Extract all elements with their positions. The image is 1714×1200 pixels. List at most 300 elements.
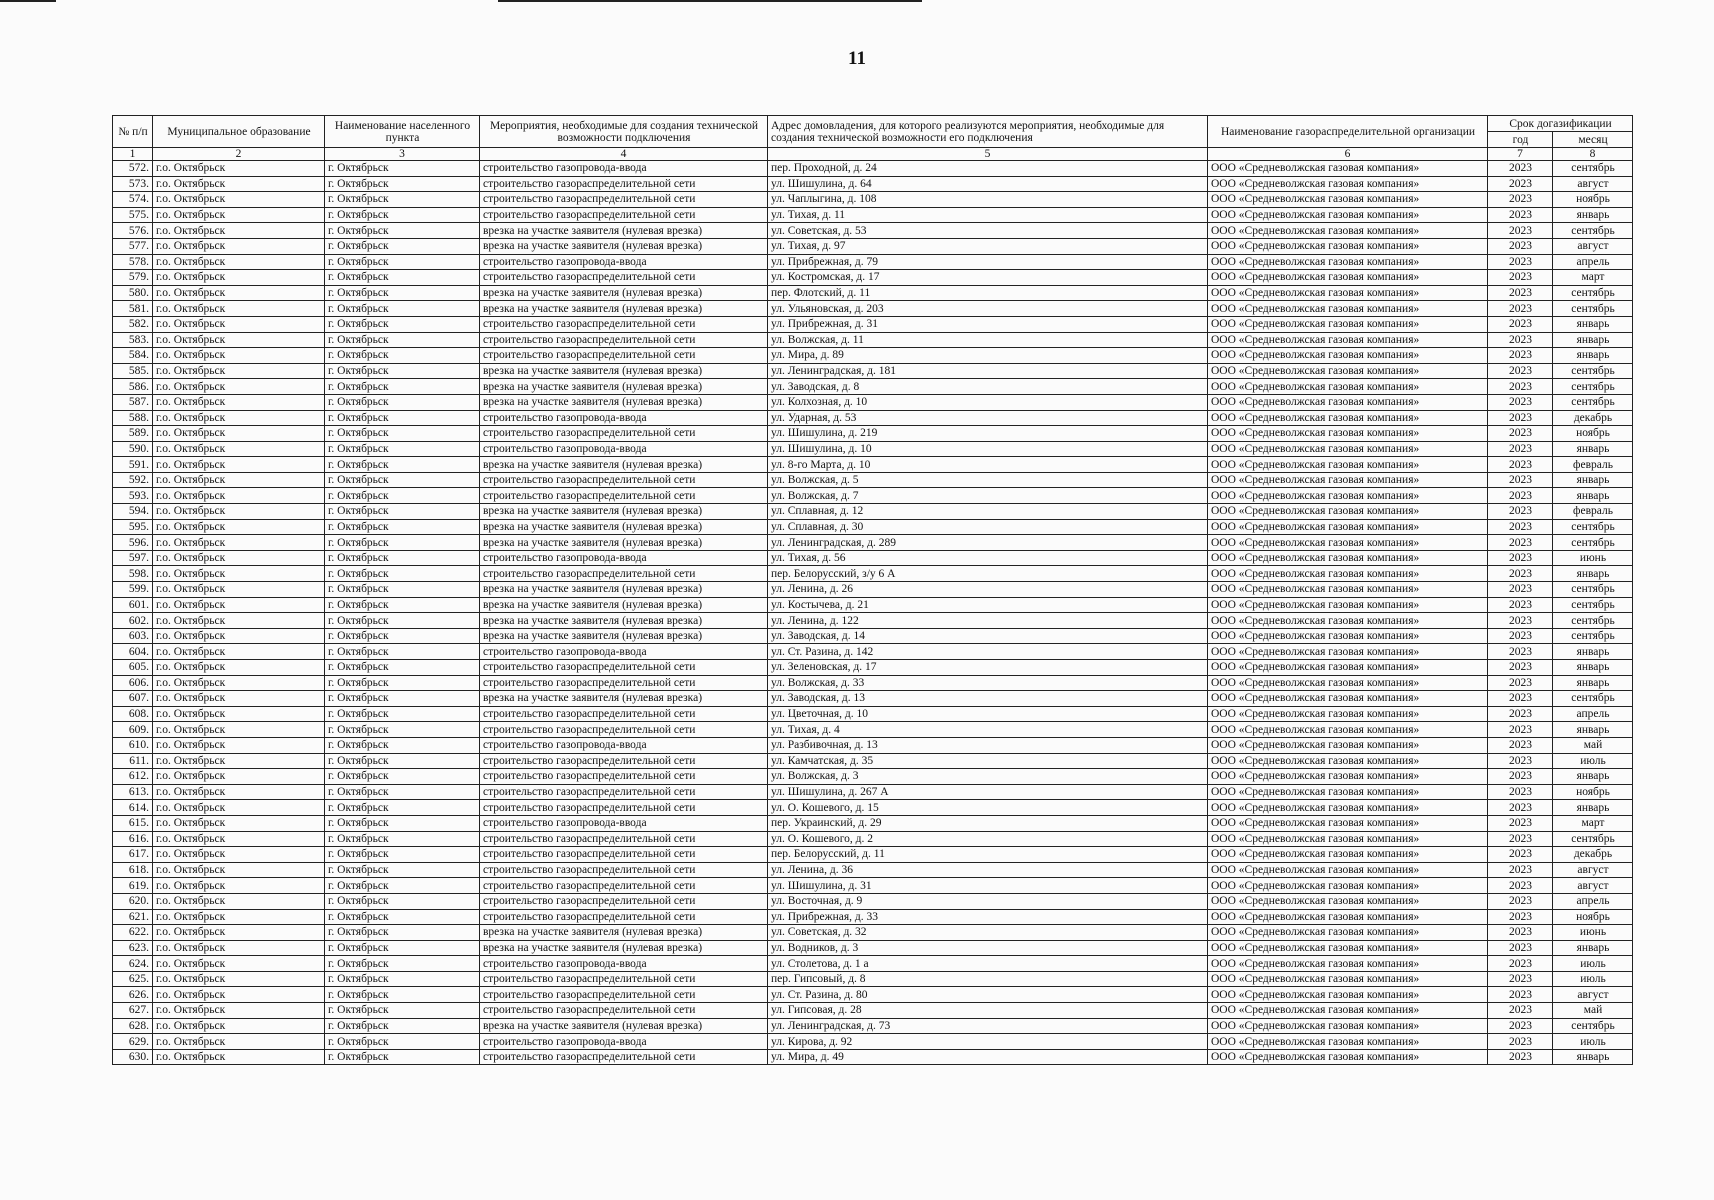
year-cell: 2023: [1488, 410, 1553, 426]
address-cell: ул. Ленинградская, д. 181: [768, 363, 1208, 379]
address-cell: ул. Сплавная, д. 12: [768, 504, 1208, 520]
settlement-cell: г. Октябрьск: [325, 270, 480, 286]
year-cell: 2023: [1488, 644, 1553, 660]
address-cell: пер. Гипсовый, д. 8: [768, 971, 1208, 987]
address-cell: ул. Камчатская, д. 35: [768, 753, 1208, 769]
address-cell: ул. Водников, д. 3: [768, 940, 1208, 956]
row-num: 589.: [113, 426, 153, 442]
settlement-cell: г. Октябрьск: [325, 909, 480, 925]
table-row: [113, 504, 1633, 520]
row-num: 606.: [113, 675, 153, 691]
year-cell: 2023: [1488, 831, 1553, 847]
municipality-cell: г.о. Октябрьск: [153, 987, 325, 1003]
municipality-cell: г.о. Октябрьск: [153, 457, 325, 473]
settlement-cell: г. Октябрьск: [325, 550, 480, 566]
header-municipality: Муниципальное образование: [153, 116, 325, 148]
row-num: 629.: [113, 1034, 153, 1050]
month-cell: январь: [1553, 800, 1633, 816]
measure-cell: строительство газопровода-ввода: [480, 441, 768, 457]
table-row: [113, 472, 1633, 488]
address-cell: пер. Проходной, д. 24: [768, 161, 1208, 177]
municipality-cell: г.о. Октябрьск: [153, 1034, 325, 1050]
table-row: [113, 628, 1633, 644]
organization-cell: ООО «Средневолжская газовая компания»: [1208, 394, 1488, 410]
address-cell: ул. Ударная, д. 53: [768, 410, 1208, 426]
settlement-cell: г. Октябрьск: [325, 815, 480, 831]
year-cell: 2023: [1488, 660, 1553, 676]
address-cell: ул. Кирова, д. 92: [768, 1034, 1208, 1050]
month-cell: август: [1553, 987, 1633, 1003]
table-row: [113, 644, 1633, 660]
table-row: [113, 192, 1633, 208]
year-cell: 2023: [1488, 394, 1553, 410]
year-cell: 2023: [1488, 441, 1553, 457]
municipality-cell: г.о. Октябрьск: [153, 722, 325, 738]
address-cell: ул. Волжская, д. 33: [768, 675, 1208, 691]
table-row: [113, 909, 1633, 925]
table-row: [113, 332, 1633, 348]
municipality-cell: г.о. Октябрьск: [153, 504, 325, 520]
settlement-cell: г. Октябрьск: [325, 769, 480, 785]
row-num: 622.: [113, 925, 153, 941]
organization-cell: ООО «Средневолжская газовая компания»: [1208, 847, 1488, 863]
settlement-cell: г. Октябрьск: [325, 192, 480, 208]
measure-cell: строительство газопровода-ввода: [480, 956, 768, 972]
table-row: [113, 285, 1633, 301]
settlement-cell: г. Октябрьск: [325, 223, 480, 239]
measure-cell: врезка на участке заявителя (нулевая врезка): [480, 582, 768, 598]
municipality-cell: г.о. Октябрьск: [153, 238, 325, 254]
measure-cell: строительство газораспределительной сети: [480, 488, 768, 504]
municipality-cell: г.о. Октябрьск: [153, 519, 325, 535]
row-num: 617.: [113, 847, 153, 863]
month-cell: июль: [1553, 971, 1633, 987]
measure-cell: строительство газораспределительной сети: [480, 176, 768, 192]
municipality-cell: г.о. Октябрьск: [153, 285, 325, 301]
address-cell: ул. Заводская, д. 13: [768, 691, 1208, 707]
municipality-cell: г.о. Октябрьск: [153, 628, 325, 644]
settlement-cell: г. Октябрьск: [325, 737, 480, 753]
settlement-cell: г. Октябрьск: [325, 472, 480, 488]
table-row: [113, 238, 1633, 254]
settlement-cell: г. Октябрьск: [325, 379, 480, 395]
organization-cell: ООО «Средневолжская газовая компания»: [1208, 566, 1488, 582]
municipality-cell: г.о. Октябрьск: [153, 566, 325, 582]
organization-cell: ООО «Средневолжская газовая компания»: [1208, 254, 1488, 270]
table-row: [113, 691, 1633, 707]
organization-cell: ООО «Средневолжская газовая компания»: [1208, 161, 1488, 177]
year-cell: 2023: [1488, 301, 1553, 317]
row-num: 588.: [113, 410, 153, 426]
year-cell: 2023: [1488, 675, 1553, 691]
measure-cell: врезка на участке заявителя (нулевая врезка): [480, 301, 768, 317]
year-cell: 2023: [1488, 956, 1553, 972]
month-cell: ноябрь: [1553, 192, 1633, 208]
settlement-cell: г. Октябрьск: [325, 706, 480, 722]
municipality-cell: г.о. Октябрьск: [153, 893, 325, 909]
address-cell: пер. Белорусский, д. 11: [768, 847, 1208, 863]
row-num: 621.: [113, 909, 153, 925]
row-num: 623.: [113, 940, 153, 956]
settlement-cell: г. Октябрьск: [325, 1018, 480, 1034]
organization-cell: ООО «Средневолжская газовая компания»: [1208, 472, 1488, 488]
address-cell: ул. Столетова, д. 1 а: [768, 956, 1208, 972]
row-num: 608.: [113, 706, 153, 722]
row-num: 594.: [113, 504, 153, 520]
organization-cell: ООО «Средневолжская газовая компания»: [1208, 909, 1488, 925]
column-numbers-row: [113, 148, 1633, 161]
measure-cell: врезка на участке заявителя (нулевая врезка): [480, 223, 768, 239]
row-num: 605.: [113, 660, 153, 676]
organization-cell: ООО «Средневолжская газовая компания»: [1208, 457, 1488, 473]
table-row: [113, 519, 1633, 535]
measure-cell: строительство газопровода-ввода: [480, 1034, 768, 1050]
organization-cell: ООО «Средневолжская газовая компания»: [1208, 644, 1488, 660]
settlement-cell: г. Октябрьск: [325, 956, 480, 972]
address-cell: ул. Шишулина, д. 31: [768, 878, 1208, 894]
row-num: 620.: [113, 893, 153, 909]
row-num: 610.: [113, 737, 153, 753]
measure-cell: строительство газораспределительной сети: [480, 753, 768, 769]
municipality-cell: г.о. Октябрьск: [153, 753, 325, 769]
header-month: месяц: [1553, 132, 1633, 148]
organization-cell: ООО «Средневолжская газовая компания»: [1208, 426, 1488, 442]
settlement-cell: г. Октябрьск: [325, 831, 480, 847]
table-header: [113, 116, 1633, 161]
year-cell: 2023: [1488, 1049, 1553, 1065]
column-number-3: 3: [325, 148, 480, 161]
measure-cell: врезка на участке заявителя (нулевая врезка): [480, 285, 768, 301]
month-cell: декабрь: [1553, 410, 1633, 426]
settlement-cell: г. Октябрьск: [325, 660, 480, 676]
measure-cell: строительство газораспределительной сети: [480, 207, 768, 223]
municipality-cell: г.о. Октябрьск: [153, 675, 325, 691]
settlement-cell: г. Октябрьск: [325, 301, 480, 317]
month-cell: январь: [1553, 441, 1633, 457]
table-row: [113, 893, 1633, 909]
month-cell: сентябрь: [1553, 161, 1633, 177]
address-cell: ул. Тихая, д. 56: [768, 550, 1208, 566]
settlement-cell: г. Октябрьск: [325, 348, 480, 364]
address-cell: ул. Волжская, д. 7: [768, 488, 1208, 504]
year-cell: 2023: [1488, 987, 1553, 1003]
measure-cell: врезка на участке заявителя (нулевая врезка): [480, 238, 768, 254]
measure-cell: врезка на участке заявителя (нулевая врезка): [480, 504, 768, 520]
address-cell: ул. О. Кошевого, д. 2: [768, 831, 1208, 847]
settlement-cell: г. Октябрьск: [325, 784, 480, 800]
measure-cell: строительство газораспределительной сети: [480, 831, 768, 847]
table-row: [113, 301, 1633, 317]
month-cell: апрель: [1553, 893, 1633, 909]
table-row: [113, 956, 1633, 972]
column-number-1: 1: [113, 148, 153, 161]
municipality-cell: г.о. Октябрьск: [153, 784, 325, 800]
row-num: 627.: [113, 1003, 153, 1019]
organization-cell: ООО «Средневолжская газовая компания»: [1208, 1003, 1488, 1019]
measure-cell: строительство газопровода-ввода: [480, 644, 768, 660]
table-row: [113, 550, 1633, 566]
month-cell: январь: [1553, 348, 1633, 364]
address-cell: ул. Ст. Разина, д. 142: [768, 644, 1208, 660]
measure-cell: строительство газораспределительной сети: [480, 987, 768, 1003]
address-cell: ул. Тихая, д. 97: [768, 238, 1208, 254]
organization-cell: ООО «Средневолжская газовая компания»: [1208, 815, 1488, 831]
municipality-cell: г.о. Октябрьск: [153, 394, 325, 410]
table-row: [113, 316, 1633, 332]
measure-cell: строительство газораспределительной сети: [480, 566, 768, 582]
measure-cell: строительство газораспределительной сети: [480, 847, 768, 863]
settlement-cell: г. Октябрьск: [325, 1034, 480, 1050]
year-cell: 2023: [1488, 815, 1553, 831]
address-cell: ул. Шишулина, д. 219: [768, 426, 1208, 442]
row-num: 618.: [113, 862, 153, 878]
month-cell: июль: [1553, 956, 1633, 972]
month-cell: июль: [1553, 1034, 1633, 1050]
organization-cell: ООО «Средневолжская газовая компания»: [1208, 660, 1488, 676]
measure-cell: строительство газораспределительной сети: [480, 660, 768, 676]
measure-cell: врезка на участке заявителя (нулевая врезка): [480, 940, 768, 956]
year-cell: 2023: [1488, 909, 1553, 925]
row-num: 614.: [113, 800, 153, 816]
row-num: 612.: [113, 769, 153, 785]
address-cell: ул. Советская, д. 53: [768, 223, 1208, 239]
organization-cell: ООО «Средневолжская газовая компания»: [1208, 784, 1488, 800]
address-cell: ул. Волжская, д. 3: [768, 769, 1208, 785]
municipality-cell: г.о. Октябрьск: [153, 410, 325, 426]
address-cell: ул. Ленинградская, д. 289: [768, 535, 1208, 551]
top-rule-right: [498, 0, 922, 2]
measure-cell: врезка на участке заявителя (нулевая врезка): [480, 363, 768, 379]
row-num: 576.: [113, 223, 153, 239]
settlement-cell: г. Октябрьск: [325, 519, 480, 535]
measure-cell: строительство газопровода-ввода: [480, 737, 768, 753]
month-cell: август: [1553, 238, 1633, 254]
month-cell: сентябрь: [1553, 394, 1633, 410]
settlement-cell: г. Октябрьск: [325, 691, 480, 707]
settlement-cell: г. Октябрьск: [325, 800, 480, 816]
month-cell: май: [1553, 1003, 1633, 1019]
measure-cell: врезка на участке заявителя (нулевая врезка): [480, 925, 768, 941]
organization-cell: ООО «Средневолжская газовая компания»: [1208, 769, 1488, 785]
table-row: [113, 987, 1633, 1003]
municipality-cell: г.о. Октябрьск: [153, 660, 325, 676]
month-cell: январь: [1553, 316, 1633, 332]
table-row: [113, 675, 1633, 691]
measure-cell: врезка на участке заявителя (нулевая врезка): [480, 535, 768, 551]
municipality-cell: г.о. Октябрьск: [153, 550, 325, 566]
row-num: 615.: [113, 815, 153, 831]
table-row: [113, 488, 1633, 504]
year-cell: 2023: [1488, 550, 1553, 566]
organization-cell: ООО «Средневолжская газовая компания»: [1208, 550, 1488, 566]
month-cell: июль: [1553, 753, 1633, 769]
row-num: 628.: [113, 1018, 153, 1034]
month-cell: сентябрь: [1553, 582, 1633, 598]
measure-cell: строительство газопровода-ввода: [480, 410, 768, 426]
month-cell: январь: [1553, 207, 1633, 223]
organization-cell: ООО «Средневолжская газовая компания»: [1208, 363, 1488, 379]
row-num: 593.: [113, 488, 153, 504]
settlement-cell: г. Октябрьск: [325, 176, 480, 192]
table-row: [113, 722, 1633, 738]
year-cell: 2023: [1488, 254, 1553, 270]
row-num: 581.: [113, 301, 153, 317]
measure-cell: строительство газораспределительной сети: [480, 893, 768, 909]
organization-cell: ООО «Средневолжская газовая компания»: [1208, 737, 1488, 753]
month-cell: сентябрь: [1553, 301, 1633, 317]
header-year: год: [1488, 132, 1553, 148]
organization-cell: ООО «Средневолжская газовая компания»: [1208, 971, 1488, 987]
address-cell: пер. Флотский, д. 11: [768, 285, 1208, 301]
year-cell: 2023: [1488, 628, 1553, 644]
row-num: 595.: [113, 519, 153, 535]
table-row: [113, 660, 1633, 676]
settlement-cell: г. Октябрьск: [325, 394, 480, 410]
year-cell: 2023: [1488, 691, 1553, 707]
measure-cell: строительство газораспределительной сети: [480, 878, 768, 894]
row-num: 587.: [113, 394, 153, 410]
settlement-cell: г. Октябрьск: [325, 675, 480, 691]
month-cell: ноябрь: [1553, 426, 1633, 442]
month-cell: январь: [1553, 1049, 1633, 1065]
address-cell: ул. Восточная, д. 9: [768, 893, 1208, 909]
measure-cell: строительство газопровода-ввода: [480, 161, 768, 177]
address-cell: ул. Прибрежная, д. 31: [768, 316, 1208, 332]
row-num: 580.: [113, 285, 153, 301]
organization-cell: ООО «Средневолжская газовая компания»: [1208, 192, 1488, 208]
table-row: [113, 831, 1633, 847]
header-deadline: Срок догазификации: [1488, 116, 1633, 132]
year-cell: 2023: [1488, 847, 1553, 863]
measure-cell: строительство газораспределительной сети: [480, 706, 768, 722]
address-cell: ул. Костромская, д. 17: [768, 270, 1208, 286]
month-cell: август: [1553, 878, 1633, 894]
year-cell: 2023: [1488, 800, 1553, 816]
settlement-cell: г. Октябрьск: [325, 753, 480, 769]
measure-cell: строительство газораспределительной сети: [480, 909, 768, 925]
table-row: [113, 441, 1633, 457]
address-cell: ул. Шишулина, д. 267 А: [768, 784, 1208, 800]
year-cell: 2023: [1488, 753, 1553, 769]
row-num: 599.: [113, 582, 153, 598]
municipality-cell: г.о. Октябрьск: [153, 223, 325, 239]
measure-cell: строительство газораспределительной сети: [480, 675, 768, 691]
settlement-cell: г. Октябрьск: [325, 597, 480, 613]
settlement-cell: г. Октябрьск: [325, 363, 480, 379]
year-cell: 2023: [1488, 1003, 1553, 1019]
address-cell: ул. Заводская, д. 14: [768, 628, 1208, 644]
table-row: [113, 223, 1633, 239]
year-cell: 2023: [1488, 784, 1553, 800]
municipality-cell: г.о. Октябрьск: [153, 426, 325, 442]
address-cell: ул. Прибрежная, д. 79: [768, 254, 1208, 270]
measure-cell: врезка на участке заявителя (нулевая врезка): [480, 597, 768, 613]
measure-cell: строительство газораспределительной сети: [480, 192, 768, 208]
municipality-cell: г.о. Октябрьск: [153, 332, 325, 348]
address-cell: ул. Цветочная, д. 10: [768, 706, 1208, 722]
header-organization: Наименование газораспределительной организации: [1208, 116, 1488, 148]
table-row: [113, 815, 1633, 831]
organization-cell: ООО «Средневолжская газовая компания»: [1208, 1049, 1488, 1065]
address-cell: ул. Ленинградская, д. 73: [768, 1018, 1208, 1034]
header-num: № п/п: [113, 116, 153, 148]
municipality-cell: г.о. Октябрьск: [153, 176, 325, 192]
header-address: Адрес домовладения, для которого реализуются мероприятия, необходимые для создания технической возможности его подключения: [768, 116, 1208, 148]
header-measures: Мероприятия, необходимые для создания технической возможности подключения: [480, 116, 768, 148]
organization-cell: ООО «Средневолжская газовая компания»: [1208, 316, 1488, 332]
year-cell: 2023: [1488, 566, 1553, 582]
measure-cell: строительство газопровода-ввода: [480, 254, 768, 270]
settlement-cell: г. Октябрьск: [325, 207, 480, 223]
measure-cell: строительство газораспределительной сети: [480, 270, 768, 286]
municipality-cell: г.о. Октябрьск: [153, 1049, 325, 1065]
table-row: [113, 379, 1633, 395]
municipality-cell: г.о. Октябрьск: [153, 192, 325, 208]
organization-cell: ООО «Средневолжская газовая компания»: [1208, 223, 1488, 239]
column-number-5: 5: [768, 148, 1208, 161]
table-row: [113, 161, 1633, 177]
table-body: [113, 161, 1633, 1065]
table-row: [113, 925, 1633, 941]
year-cell: 2023: [1488, 472, 1553, 488]
table-row: [113, 363, 1633, 379]
year-cell: 2023: [1488, 285, 1553, 301]
settlement-cell: г. Октябрьск: [325, 613, 480, 629]
municipality-cell: г.о. Октябрьск: [153, 441, 325, 457]
organization-cell: ООО «Средневолжская газовая компания»: [1208, 987, 1488, 1003]
address-cell: ул. Чаплыгина, д. 108: [768, 192, 1208, 208]
row-num: 590.: [113, 441, 153, 457]
month-cell: январь: [1553, 472, 1633, 488]
measure-cell: врезка на участке заявителя (нулевая врезка): [480, 519, 768, 535]
row-num: 601.: [113, 597, 153, 613]
table-row: [113, 410, 1633, 426]
row-num: 630.: [113, 1049, 153, 1065]
row-num: 591.: [113, 457, 153, 473]
header-settlement: Наименование населенного пункта: [325, 116, 480, 148]
table-row: [113, 1034, 1633, 1050]
column-number-7: 7: [1488, 148, 1553, 161]
organization-cell: ООО «Средневолжская газовая компания»: [1208, 176, 1488, 192]
municipality-cell: г.о. Октябрьск: [153, 613, 325, 629]
year-cell: 2023: [1488, 238, 1553, 254]
table-row: [113, 535, 1633, 551]
row-num: 609.: [113, 722, 153, 738]
organization-cell: ООО «Средневолжская газовая компания»: [1208, 441, 1488, 457]
municipality-cell: г.о. Октябрьск: [153, 161, 325, 177]
month-cell: сентябрь: [1553, 691, 1633, 707]
table-row: [113, 971, 1633, 987]
row-num: 598.: [113, 566, 153, 582]
month-cell: февраль: [1553, 504, 1633, 520]
year-cell: 2023: [1488, 878, 1553, 894]
organization-cell: ООО «Средневолжская газовая компания»: [1208, 878, 1488, 894]
month-cell: август: [1553, 176, 1633, 192]
organization-cell: ООО «Средневолжская газовая компания»: [1208, 613, 1488, 629]
month-cell: сентябрь: [1553, 613, 1633, 629]
measure-cell: строительство газораспределительной сети: [480, 472, 768, 488]
settlement-cell: г. Октябрьск: [325, 847, 480, 863]
measure-cell: строительство газораспределительной сети: [480, 1049, 768, 1065]
year-cell: 2023: [1488, 457, 1553, 473]
organization-cell: ООО «Средневолжская газовая компания»: [1208, 535, 1488, 551]
table-row: [113, 1018, 1633, 1034]
year-cell: 2023: [1488, 1018, 1553, 1034]
settlement-cell: г. Октябрьск: [325, 535, 480, 551]
column-number-6: 6: [1208, 148, 1488, 161]
measure-cell: врезка на участке заявителя (нулевая врезка): [480, 457, 768, 473]
row-num: 602.: [113, 613, 153, 629]
